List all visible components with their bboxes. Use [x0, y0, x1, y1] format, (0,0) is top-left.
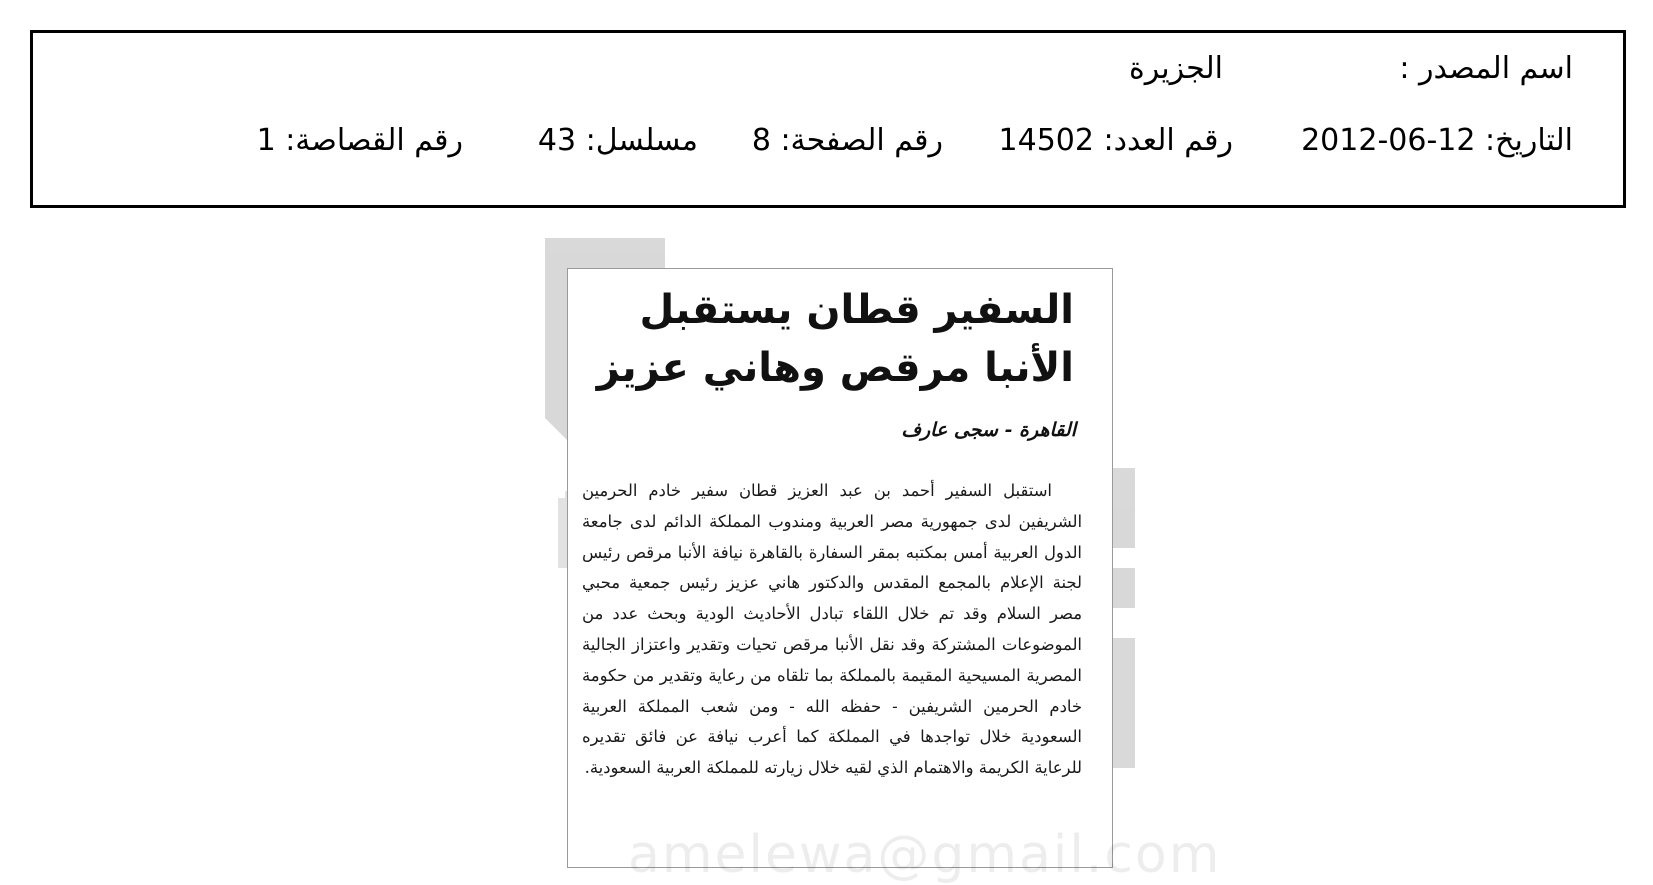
article-body: استقبل السفير أحمد بن عبد العزيز قطان سفير خادم الحرمين الشريفين لدى جمهورية مصر العربية ومندوب المملكة الدائم لدى جامعة الدول العربية أمس بمكتبه بمقر السفارة بالقاهرة نيافة الأنبا مرقص رئيس لجنة الإعلام بالمجمع المقدس والدكتور هاني عزيز رئيس جمعية محبي مصر السلام وقد تم خلال اللقاء تبادل الأحاديث الودية وبحث عدد من الموضوعات المشتركة وقد نقل الأنبا مرقص تحيات وتقدير واعتزاز الجالية المصرية المسيحية المقيمة بالمملكة بما تلقاه من رعاية وتقدير من حكومة خادم الحرمين الشريفين - حفظه الله - ومن شعب المملكة العربية السعودية خلال تواجدها في المملكة كما أعرب نيافة عن فائق تقديره للرعاية الكريمة والاهتمام الذي لقيه خلال زيارته للمملكة العربية السعودية. — [582, 481, 1082, 778]
date-field: التاريخ: 12-06-2012 — [1301, 123, 1573, 158]
issue-number-field: رقم العدد: 14502 — [998, 123, 1233, 158]
source-value: الجزيرة — [1128, 51, 1223, 86]
clipping-metadata-box — [30, 30, 1626, 208]
serial-field: مسلسل: 43 — [537, 123, 698, 158]
source-label: اسم المصدر : — [1399, 51, 1573, 86]
article-byline: القاهرة - سجى عارف — [901, 419, 1076, 441]
article-headline: السفير قطان يستقبل الأنبا مرقص وهاني عزيز — [596, 287, 1074, 391]
clipping-number-field: رقم القصاصة: 1 — [256, 123, 463, 158]
news-article-clip — [567, 268, 1222, 885]
email-watermark: amelewa@gmail.com — [628, 825, 1222, 885]
page-number-field: رقم الصفحة: 8 — [751, 123, 943, 158]
article-clipping-area — [545, 238, 1222, 885]
